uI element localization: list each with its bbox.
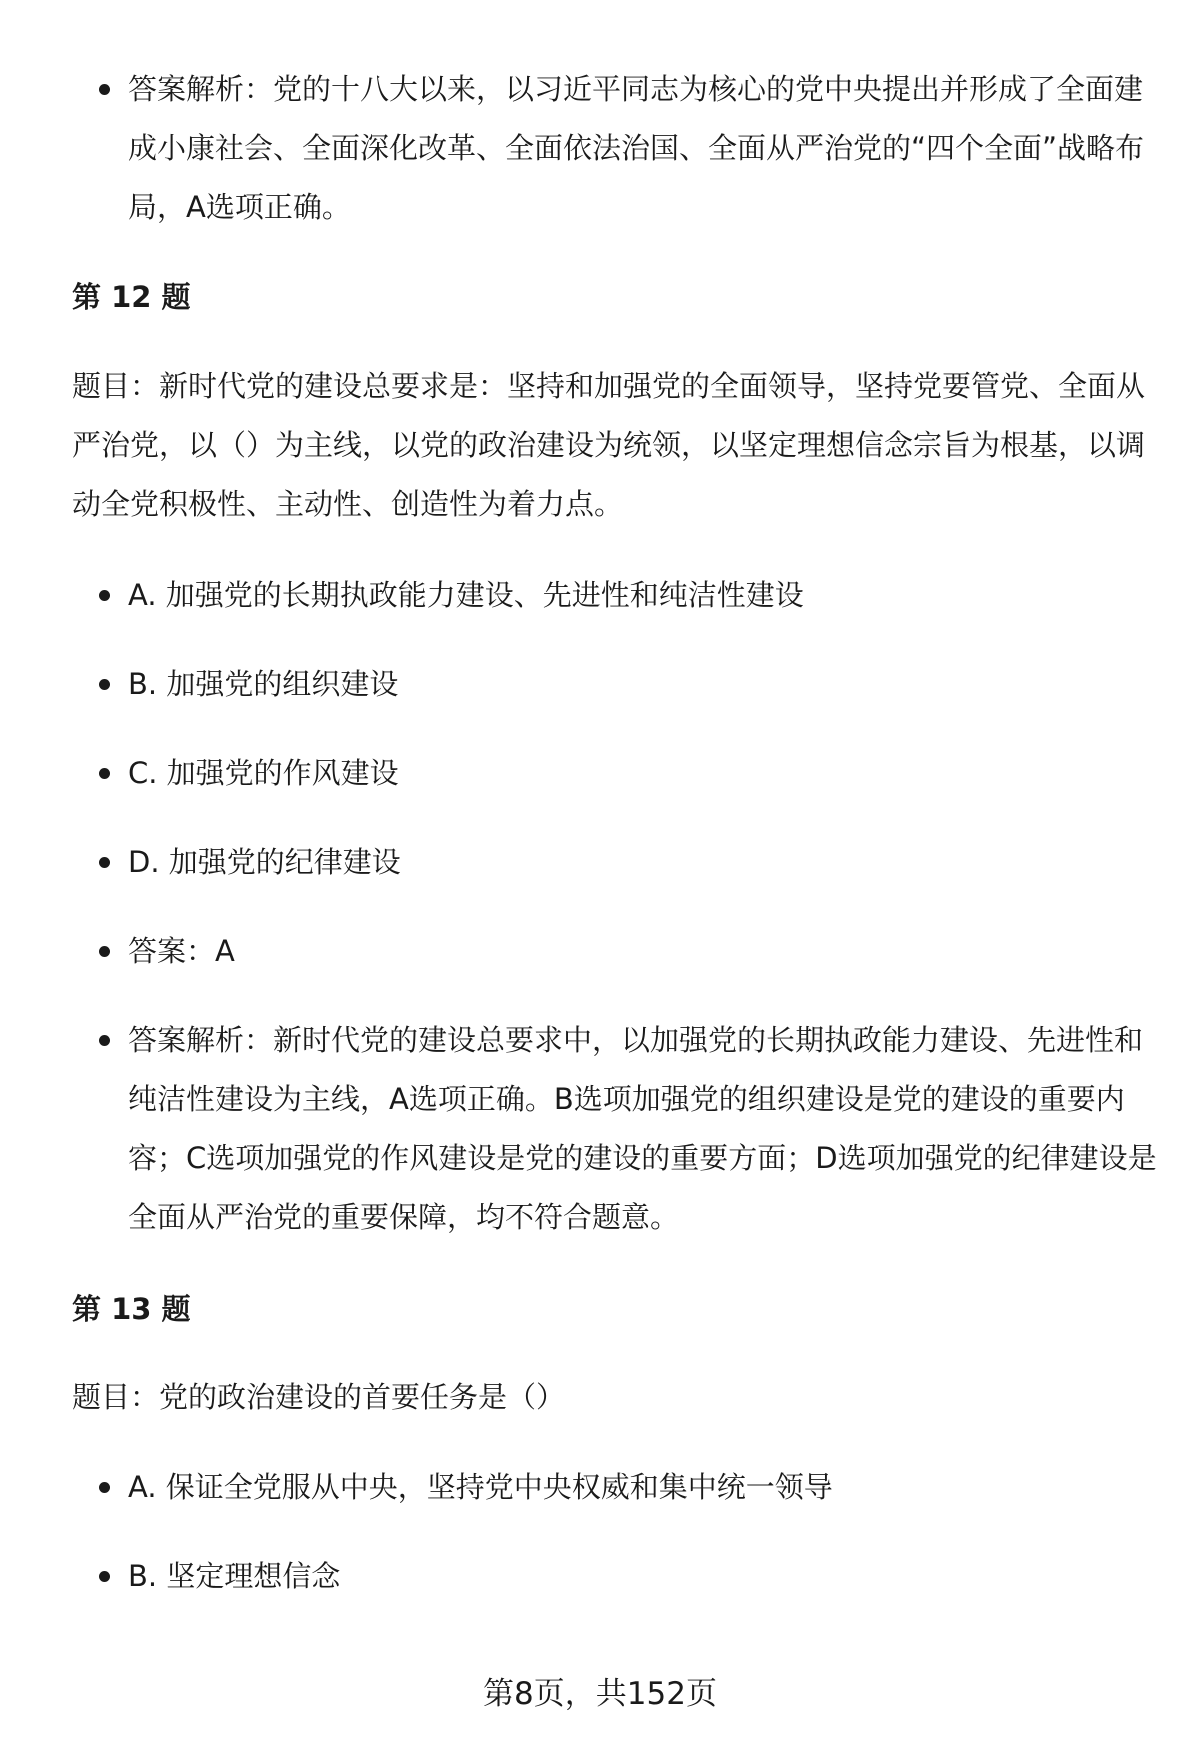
- q13-question: 题目：党的政治建设的首要任务是（）: [72, 1380, 566, 1414]
- q12-question: 题目：新时代党的建设总要求是：坚持和加强党的全面领导，坚持党要管党、全面从严治党，以（）为主线，以党的政治建设为统领，以坚定理想信念宗旨为根基，以调动全党积极性、主动性、创造性为着力点。: [72, 369, 1146, 521]
- bullet-dot: [99, 1571, 110, 1582]
- q11-explanation-text: 答案解析：党的十八大以来，以习近平同志为核心的党中央提出并形成了全面建成小康社会、全面深化改革、全面依法治国、全面从严治党的“四个全面”战略布局，A选项正确。: [128, 72, 1145, 224]
- q12-answer: [128, 922, 1158, 981]
- q12-option-c-text: C. 加强党的作风建设: [128, 756, 399, 790]
- bullet-dot: [99, 857, 110, 868]
- bullet-dot: [99, 590, 110, 601]
- page-number: 第8页，共152页: [483, 1676, 717, 1712]
- q12-explanation-text: 答案解析：新时代党的建设总要求中，以加强党的长期执政能力建设、先进性和纯洁性建设为主线，A选项正确。B选项加强党的组织建设是党的建设的重要内容；C选项加强党的作风建设是党的建设的重要方面；D选项加强党的纪律建设是全面从严治党的重要保障，均不符合题意。: [128, 1023, 1157, 1234]
- q12-heading: 第 12 题: [72, 280, 191, 314]
- q12-option-a: [128, 566, 1158, 625]
- q12-option-b: [128, 655, 1158, 714]
- bullet-dot: [99, 768, 110, 779]
- q12-answer-text: 答案：A: [128, 934, 235, 968]
- bullet-dot: [99, 1482, 110, 1493]
- bullet-dot: [99, 1035, 110, 1046]
- q13-option-a-text: A. 保证全党服从中央，坚持党中央权威和集中统一领导: [128, 1470, 833, 1504]
- q12-option-c: [128, 744, 1158, 803]
- bullet-dot: [99, 946, 110, 957]
- q12-option-d-text: D. 加强党的纪律建设: [128, 845, 401, 879]
- bullet-dot: [99, 84, 110, 95]
- q13-option-b-text: B. 坚定理想信念: [128, 1559, 341, 1593]
- q12-explanation: [128, 1011, 1158, 1247]
- q12-option-d: [128, 833, 1158, 892]
- q12-option-a-text: A. 加强党的长期执政能力建设、先进性和纯洁性建设: [128, 578, 804, 612]
- bullet-dot: [99, 679, 110, 690]
- q11-explanation: [128, 60, 1158, 237]
- q13-option-a: [128, 1458, 1158, 1517]
- q12-option-b-text: B. 加强党的组织建设: [128, 667, 399, 701]
- q13-heading: 第 13 题: [72, 1292, 191, 1326]
- q13-option-b: [128, 1547, 1158, 1606]
